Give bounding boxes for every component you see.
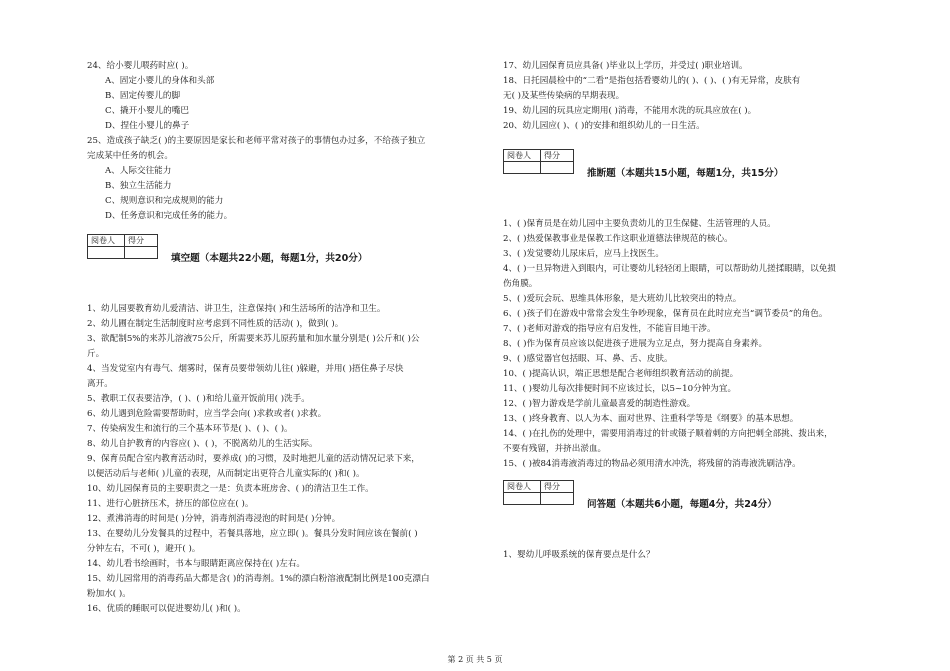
fill-line: 11、进行心脏挤压术，挤压的部位应在( )。	[87, 499, 254, 509]
grader-cell	[504, 162, 541, 174]
judge-line: 9、( )感觉器官包括眼、耳、鼻、舌、皮肤。	[503, 354, 673, 364]
section-title-judge: 推断题（本题共15小题，每题1分，共15分）	[587, 168, 784, 179]
grader-label: 阅卷人	[88, 235, 125, 247]
fill-line: 2、幼儿圃在制定生活制度时应考虑到不同性质的活动( )，做到( )。	[87, 319, 344, 329]
option-a: A、固定小婴儿的身体和头部	[105, 76, 215, 86]
score-box	[87, 234, 158, 259]
judge-line: 15、( )被84消毒液消毒过的物品必须用清水冲洗，将残留的消毒液洗刷洁净。	[503, 459, 801, 469]
score-label: 得分	[541, 481, 574, 493]
fill-line: 离开。	[87, 379, 113, 389]
grader-cell	[88, 247, 125, 259]
judge-line: 6、( )孩子们在游戏中常常会发生争吵现象，保育员在此时应充当“调节委员”的角色。	[503, 309, 828, 319]
fill-line: 17、幼儿园保育员应具备( )毕业以上学历，并受过( )职业培训。	[503, 61, 748, 71]
fill-line: 斤。	[87, 349, 105, 359]
option-c: C、撬开小婴儿的嘴巴	[105, 106, 189, 116]
fill-line: 分钟左右，不可( )，避开( )。	[87, 544, 201, 554]
score-cell	[541, 493, 574, 505]
judge-line: 伤角膜。	[503, 279, 538, 289]
score-box	[503, 149, 574, 174]
fill-line: 5、教职工仅表要洁净，( )、( )和给儿童开饭前用( )洗手。	[87, 394, 310, 404]
score-label: 得分	[125, 235, 158, 247]
fill-line: 14、幼儿看书绘画时，书本与眼睛距离应保持在( )左右。	[87, 559, 306, 569]
fill-line: 8、幼儿自护教育的内容应( )、( )，不脱离幼儿的生活实际。	[87, 439, 318, 449]
judge-line: 1、( )保育员是在幼儿园中主要负责幼儿的卫生保健、生活管理的人员。	[503, 219, 776, 229]
judge-line: 8、( )作为保育员应该以促进孩子进展为立足点，努力提高自身素养。	[503, 339, 768, 349]
fill-line: 3、欲配制5%的来苏儿溶液75公斤，所需要来苏儿原药量和加水量分别是( )公斤和( )公	[87, 334, 420, 344]
grader-label: 阅卷人	[504, 150, 541, 162]
grader-cell	[504, 493, 541, 505]
option-a: A、人际交往能力	[105, 166, 172, 176]
fill-line: 7、传染病发生和流行的三个基本环节是( )、( )、( )。	[87, 424, 293, 434]
fill-line: 4、当发觉室内有毒气、烟雾时，保育员要带领幼儿往( )躲避，并用( )捂住鼻子尽快	[87, 364, 404, 374]
fill-line: 无( )及某些传染病的早期表现。	[503, 91, 625, 101]
judge-line: 4、( )一旦异物进入到眼内，可让婴幼儿轻轻闭上眼睛，可以帮助幼儿搓揉眼睛，以免损	[503, 264, 836, 274]
judge-line: 不要有残留，并挤出淤血。	[503, 444, 607, 454]
section-title-fill: 填空题（本题共22小题，每题1分，共20分）	[171, 253, 368, 264]
judge-line: 2、( )热爱保教事业是保教工作这职业道德法律规范的核心。	[503, 234, 733, 244]
fill-line: 10、幼儿园保育员的主要职责之一是：负责本班房舍、( )的清洁卫生工作。	[87, 484, 374, 494]
question-24: 24、给小婴儿喂药时应( )。	[87, 61, 194, 71]
score-label: 得分	[541, 150, 574, 162]
fill-line: 13、在婴幼儿分发餐具的过程中，若餐具落地，应立即( )。餐具分发时间应该在餐前( )	[87, 529, 418, 539]
option-b: B、固定传婴儿的脚	[105, 91, 181, 101]
fill-line: 20、幼儿园应( )、( )的安排和组织幼儿的一日生活。	[503, 121, 705, 131]
option-d: D、捏住小婴儿的鼻子	[105, 121, 190, 131]
judge-line: 3、( )发觉婴幼儿尿床后，应马上找医生。	[503, 249, 664, 259]
fill-line: 19、幼儿园的玩具应定期用( )消毒，不能用水洗的玩具应放在( )。	[503, 106, 757, 116]
score-cell	[541, 162, 574, 174]
fill-line: 9、保育员配合室内教育活动时，要养成( )的习惯，及时地把儿童的活动情况记录下来，	[87, 454, 420, 464]
section-title-qa: 问答题（本题共6小题，每题4分，共24分）	[587, 499, 777, 510]
fill-line: 16、优质的睡眠可以促进婴幼儿( )和( )。	[87, 604, 246, 614]
question-25: 25、造成孩子缺乏( )的主要原因是家长和老师平常对孩子的事情包办过多，不给孩子独立	[87, 136, 426, 146]
score-cell	[125, 247, 158, 259]
grader-label: 阅卷人	[504, 481, 541, 493]
page-footer: 第 2 页 共 5 页	[447, 655, 503, 664]
option-d: D、任务意识和完成任务的能力。	[105, 211, 233, 221]
judge-line: 7、( )老师对游戏的指导应有启发性，不能盲目地干涉。	[503, 324, 716, 334]
option-c: C、规则意识和完成规则的能力	[105, 196, 224, 206]
fill-line: 12、煮沸消毒的时间是( )分钟，消毒剂消毒浸泡的时间是( )分钟。	[87, 514, 341, 524]
fill-line: 1、幼儿园要教育幼儿爱清洁、讲卫生，注意保持( )和生活场所的洁净和卫生。	[87, 304, 386, 314]
score-box	[503, 480, 574, 505]
judge-line: 14、( )在扎伤的处理中，需要用消毒过的针或镊子顺着刺的方向把刺全部挑、拨出来，	[503, 429, 833, 439]
judge-line: 13、( )终身教育、以人为本、面对世界、注重科学等是《纲要》的基本思想。	[503, 414, 799, 424]
judge-line: 5、( )爱玩会玩、思维具体形象，是大班幼儿比较突出的特点。	[503, 294, 742, 304]
qa-line: 1、婴幼儿呼吸系统的保育要点是什么？	[503, 550, 655, 560]
judge-line: 10、( )提高认识，端正思想是配合老师组织教育活动的前提。	[503, 369, 739, 379]
fill-line: 以便活动后与老师( )儿童的表现，从而制定出更符合儿童实际的( )和( )。	[87, 469, 365, 479]
fill-line: 粉加水( )。	[87, 589, 131, 599]
fill-line: 15、幼儿园常用的消毒药品大都是含( )的消毒剂。1%的漂白粉溶液配制比例是100克漂白	[87, 574, 430, 584]
option-b: B、独立生活能力	[105, 181, 172, 191]
judge-line: 11、( )婴幼儿每次排便时间不应该过长，以5~10分钟为宜。	[503, 384, 737, 394]
question-25-cont: 完成某中任务的机会。	[87, 151, 173, 161]
judge-line: 12、( )智力游戏是学前儿童最喜爱的制造性游戏。	[503, 399, 696, 409]
fill-line: 6、幼儿遇到危险需要帮助时，应当学会向( )求救或者( )求救。	[87, 409, 327, 419]
fill-line: 18、日托园晨检中的“二看”是指包括看婴幼儿的( )、( )、( )有无异常，皮肤有	[503, 76, 801, 86]
